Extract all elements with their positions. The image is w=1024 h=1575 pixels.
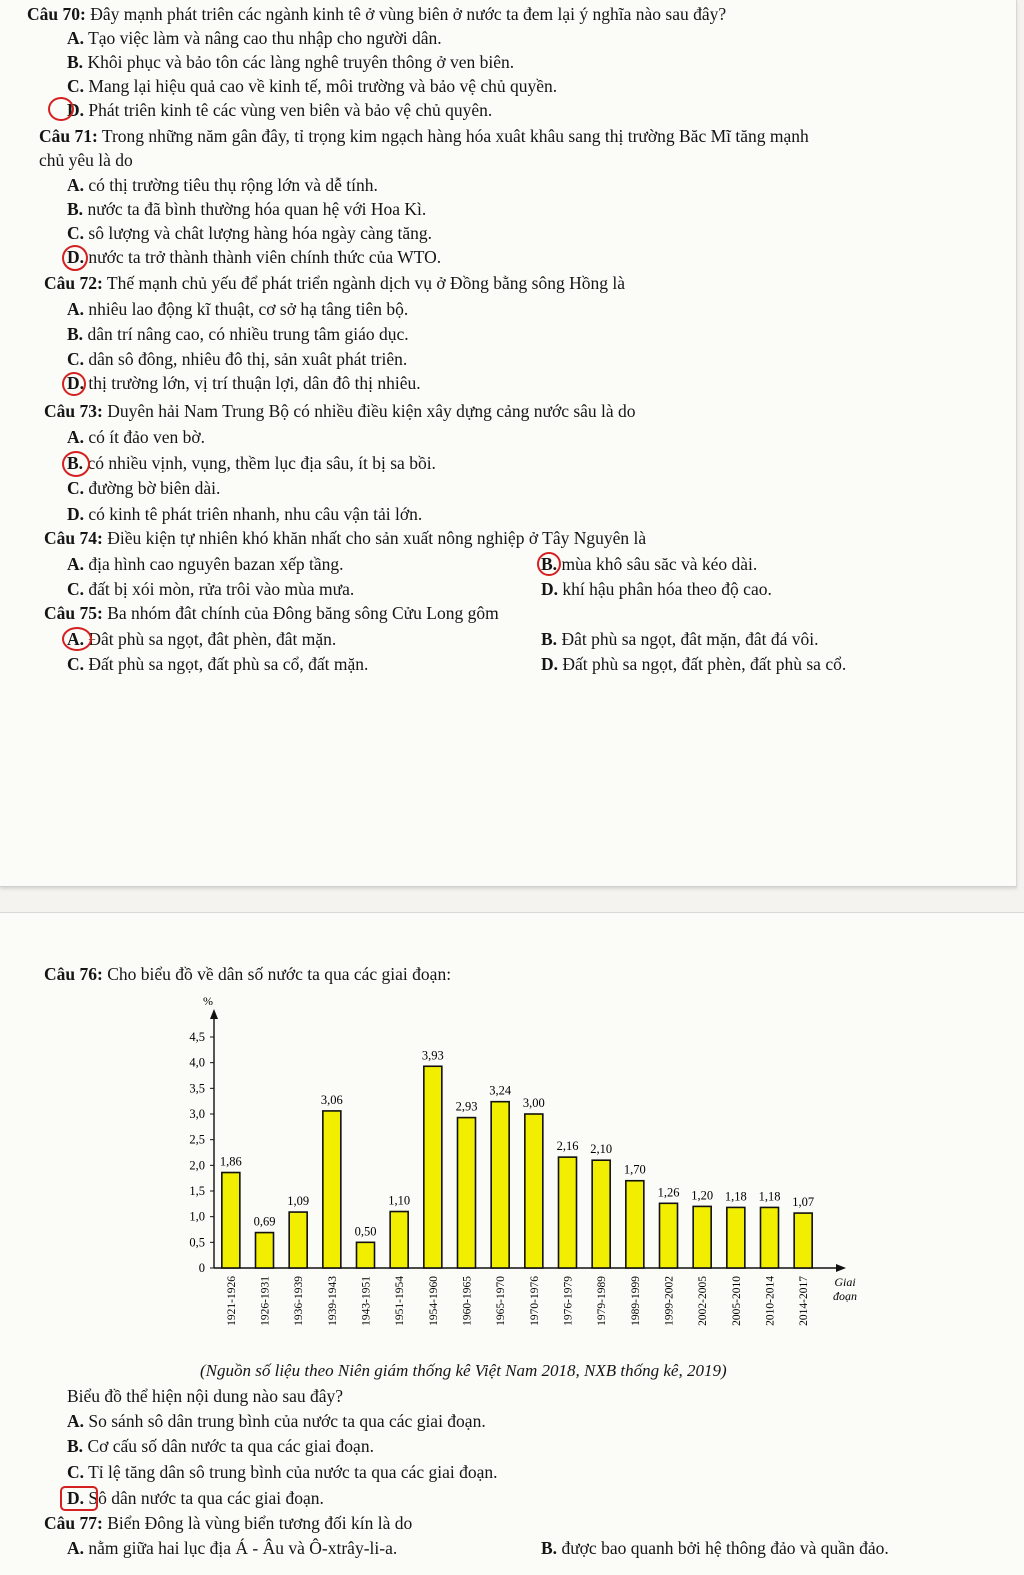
bar-value-label: 2,10 — [590, 1142, 613, 1157]
bar-1943-1951 — [357, 1242, 375, 1268]
bar-1965-1970 — [491, 1102, 509, 1268]
question-73: Câu 73: Duyên hải Nam Trung Bộ có nhiều điều kiện xây dựng cảng nước sâu là do — [44, 401, 636, 421]
question-75: Câu 75: Ba nhóm đât chính của Đông băng sông Cửu Long gôm — [44, 603, 499, 623]
q71-option-a: A. có thị trường tiêu thụ rộng lớn và dễ tính. — [67, 175, 378, 195]
q70-option-d: D. Phát triên kinh tê các vùng ven biên và bảo vệ chủ quyên. — [67, 100, 493, 120]
q76-option-a: A. So sánh sô dân trung bình của nước ta qua các giai đoạn. — [67, 1411, 486, 1431]
x-tick-label: 1989-1999 — [629, 1276, 642, 1326]
bar-value-label: 3,24 — [489, 1083, 512, 1098]
chart-y-ticks — [189, 1030, 214, 1275]
y-tick-label: 3,0 — [189, 1107, 205, 1121]
bar-1989-1999 — [626, 1181, 644, 1268]
bar-value-label: 1,18 — [758, 1189, 781, 1204]
page-bottom — [0, 912, 1024, 1575]
q72-option-c: C. dân sô đông, nhiêu đô thị, sản xuât phát triên. — [67, 349, 408, 369]
y-tick-label: 0 — [198, 1261, 205, 1275]
q73-option-d: D. có kinh tê phát triên nhanh, nhu câu vận tải lớn. — [67, 504, 423, 524]
bar-1979-1989 — [592, 1160, 610, 1268]
x-tick-label: 1936-1939 — [293, 1276, 306, 1326]
bar-2014-2017 — [794, 1213, 812, 1268]
bar-1999-2002 — [660, 1203, 678, 1268]
q70-option-c: C. Mang lại hiệu quả cao về kinh tế, môi trường và bảo vệ chủ quyền. — [67, 76, 558, 96]
x-tick-label: 1960-1965 — [461, 1276, 474, 1326]
y-tick-label: 1,5 — [189, 1184, 205, 1198]
x-tick-label: 1921-1926 — [225, 1276, 238, 1326]
answer-mark-q73 — [62, 451, 90, 477]
bar-1939-1943 — [323, 1111, 341, 1268]
x-tick-label: 2005-2010 — [730, 1276, 743, 1326]
x-tick-label: 1939-1943 — [326, 1276, 339, 1326]
q74-option-d: D. khí hậu phân hóa theo độ cao. — [541, 579, 772, 599]
x-tick-label: 1943-1951 — [360, 1276, 373, 1326]
q73-option-b: B. có nhiều vịnh, vụng, thềm lục địa sâu, ít bị sa bồi. — [67, 453, 436, 473]
x-tick-label: 1954-1960 — [427, 1276, 440, 1326]
bar-value-label: 1,18 — [724, 1189, 747, 1204]
bar-value-label: 3,06 — [320, 1092, 343, 1107]
x-axis-title-line2: đoạn — [833, 1289, 857, 1303]
y-tick-label: 2,5 — [189, 1132, 205, 1147]
bar-1951-1954 — [390, 1212, 408, 1268]
chart-x-ticks — [226, 1276, 810, 1326]
q74-option-c: C. đất bị xói mòn, rửa trôi vào mùa mưa. — [67, 579, 355, 599]
q76-option-c: C. Tỉ lệ tăng dân sô trung bình của nước ta qua các giai đoạn. — [67, 1462, 498, 1482]
chart-source: (Nguồn số liệu theo Niên giám thống kê Việt Nam 2018, NXB thống kê, 2019) — [200, 1361, 727, 1380]
bar-value-label: 3,93 — [421, 1048, 444, 1063]
x-tick-label: 1926-1931 — [259, 1276, 272, 1326]
y-axis-unit: % — [203, 994, 213, 1008]
question-72: Câu 72: Thế mạnh chủ yếu để phát triển ngành dịch vụ ở Đồng bằng sông Hồng là — [44, 273, 625, 293]
bar-1926-1931 — [256, 1233, 274, 1268]
bar-value-label: 3,00 — [522, 1096, 545, 1110]
bar-1976-1979 — [559, 1157, 577, 1268]
q73-option-a: A. có ít đảo ven bờ. — [67, 427, 206, 447]
x-tick-label: 1951-1954 — [394, 1276, 407, 1326]
answer-mark-q70 — [48, 97, 74, 121]
bar-value-label: 0,69 — [253, 1214, 276, 1229]
question-74: Câu 74: Điều kiện tự nhiên khó khăn nhất cho sản xuất nông nghiệp ở Tây Nguyên là — [44, 528, 647, 548]
y-axis-arrow — [210, 1009, 218, 1019]
y-tick-label: 4,5 — [189, 1030, 205, 1044]
bar-1921-1926 — [222, 1173, 240, 1268]
y-tick-label: 1,0 — [189, 1209, 205, 1224]
answer-mark-q76 — [60, 1486, 98, 1511]
q77-option-a: A. nằm giữa hai lục địa Á - Âu và Ô-xtrây-li-a. — [67, 1538, 398, 1558]
x-tick-label: 2010-2014 — [764, 1276, 777, 1326]
x-tick-label: 1976-1979 — [562, 1276, 575, 1326]
answer-mark-q74 — [537, 552, 561, 576]
q75-option-c: C. Đất phù sa ngọt, đất phù sa cổ, đất mặn. — [67, 654, 369, 674]
question-71-cont: chủ yêu là do — [39, 150, 133, 170]
bar-2005-2010 — [727, 1207, 745, 1268]
q76-option-d: D. Sô dân nước ta qua các giai đoạn. — [67, 1488, 324, 1508]
bar-value-label: 1,10 — [388, 1193, 411, 1208]
answer-mark-q71 — [62, 245, 88, 271]
x-tick-label: 2002-2005 — [697, 1276, 710, 1326]
chart-bars — [219, 1066, 815, 1268]
y-tick-label: 2,0 — [189, 1158, 205, 1173]
bar-value-label: 1,09 — [287, 1194, 310, 1209]
q71-option-b: B. nước ta đã bình thường hóa quan hệ với Hoa Kì. — [67, 199, 427, 219]
bar-1936-1939 — [289, 1212, 307, 1268]
q72-option-b: B. dân trí nâng cao, có nhiều trung tâm giáo dục. — [67, 324, 409, 344]
bar-1970-1976 — [525, 1114, 543, 1268]
q72-option-d: D. thị trường lớn, vị trí thuận lợi, dân đô thị nhiêu. — [67, 373, 421, 393]
bar-value-label: 2,16 — [556, 1139, 579, 1154]
q70-option-a: A. Tạo việc làm và nâng cao thu nhập cho người dân. — [67, 28, 442, 48]
question-76: Câu 76: Cho biểu đồ về dân số nước ta qua các giai đoạn: — [44, 964, 452, 984]
q74-option-a: A. địa hình cao nguyên bazan xếp tầng. — [67, 554, 344, 574]
bar-1960-1965 — [458, 1118, 476, 1268]
y-tick-label: 4,0 — [189, 1055, 205, 1070]
q70-option-b: B. Khôi phục và bảo tôn các làng nghê truyên thông ở ven biên. — [67, 52, 515, 72]
answer-mark-q75 — [62, 627, 92, 651]
bar-value-label: 1,20 — [691, 1188, 714, 1203]
bar-2002-2005 — [693, 1206, 711, 1268]
q71-option-c: C. sô lượng và chât lượng hàng hóa ngày càng tăng. — [67, 223, 433, 243]
population-growth-chart — [160, 993, 880, 1365]
x-axis-arrow — [836, 1264, 846, 1272]
x-tick-label: 1970-1976 — [528, 1276, 541, 1326]
bar-value-label: 1,07 — [792, 1195, 815, 1210]
question-70: Câu 70: Đây mạnh phát triên các ngành kinh tê ở vùng biên ở nước ta đem lại ý nghĩa nào sau đây? — [27, 4, 727, 24]
question-76-ask: Biểu đồ thể hiện nội dung nào sau đây? — [67, 1386, 344, 1406]
y-tick-label: 0,5 — [189, 1235, 205, 1250]
x-tick-label: 2014-2017 — [798, 1276, 811, 1326]
bar-value-label: 2,93 — [455, 1099, 478, 1114]
x-tick-label: 1999-2002 — [663, 1276, 676, 1326]
x-tick-label: 1979-1989 — [596, 1276, 609, 1326]
bar-value-label: 1,86 — [219, 1154, 242, 1169]
x-axis-title-line1: Giai — [834, 1275, 856, 1289]
bar-2010-2014 — [761, 1207, 779, 1268]
q76-option-b: B. Cơ cấu số dân nước ta qua các giai đoạn. — [67, 1436, 374, 1456]
chart-value-labels — [220, 1048, 814, 1238]
q73-option-c: C. đường bờ biên dài. — [67, 478, 221, 498]
q75-option-d: D. Đất phù sa ngọt, đất phèn, đất phù sa cổ. — [541, 654, 847, 674]
y-tick-label: 3,5 — [189, 1081, 205, 1096]
question-71: Câu 71: Trong những năm gân đây, tỉ trọng kim ngạch hàng hóa xuât khâu sang thị trường Băc Mĩ tăng mạnh — [39, 126, 809, 146]
q74-option-b: B. mùa khô sâu săc và kéo dài. — [541, 554, 758, 574]
answer-mark-q72 — [62, 372, 86, 396]
bar-1954-1960 — [424, 1066, 442, 1268]
q71-option-d: D. nước ta trở thành thành viên chính thức của WTO. — [67, 247, 442, 267]
q75-option-b: B. Đât phù sa ngọt, đât mặn, đât đá vôi. — [541, 629, 819, 649]
bar-value-label: 0,50 — [354, 1224, 377, 1239]
bar-value-label: 1,26 — [657, 1185, 680, 1200]
x-tick-label: 1965-1970 — [495, 1276, 508, 1326]
bar-value-label: 1,70 — [623, 1162, 646, 1177]
q77-option-b: B. được bao quanh bởi hệ thông đảo và quần đảo. — [541, 1538, 889, 1558]
q75-option-a: A. Đât phù sa ngọt, đât phèn, đât mặn. — [67, 629, 337, 649]
question-77: Câu 77: Biển Đông là vùng biển tương đối kín là do — [44, 1513, 413, 1533]
q72-option-a: A. nhiêu lao động kĩ thuật, cơ sở hạ tâng tiên bộ. — [67, 299, 409, 319]
